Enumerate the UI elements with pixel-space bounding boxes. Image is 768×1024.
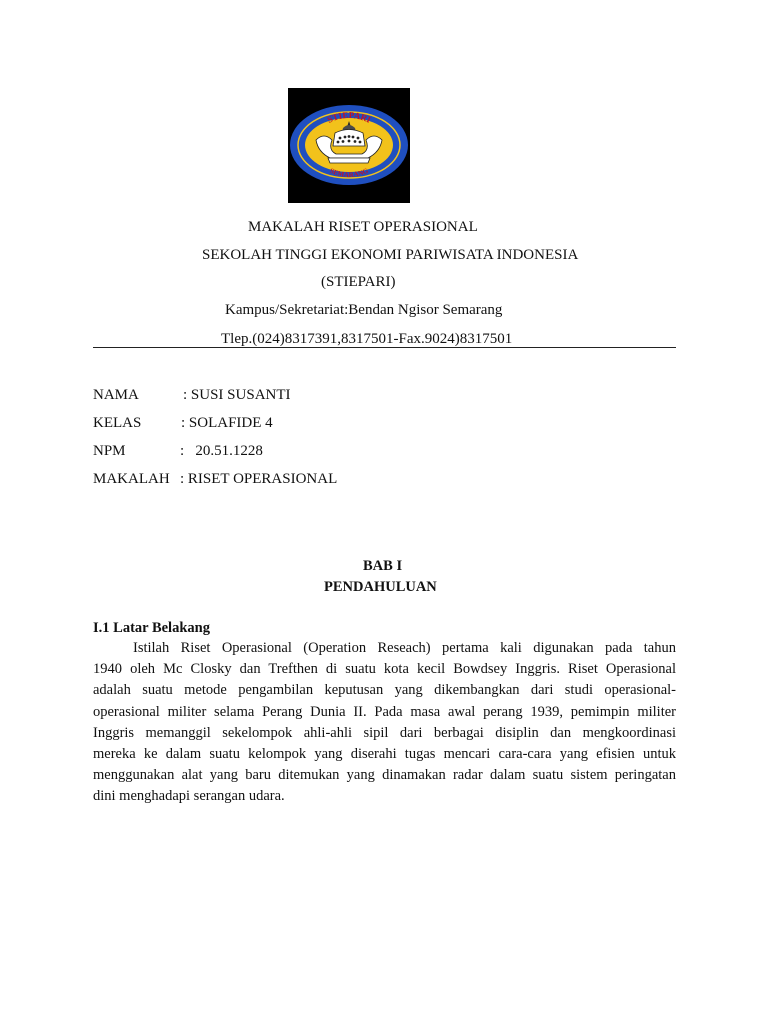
- info-label: MAKALAH: [93, 471, 170, 487]
- chapter-title: PENDAHULUAN: [324, 579, 437, 595]
- paragraph-line: Istilah Riset Operasional (Operation Reseach) pertama kali digunakan pada tahun: [133, 640, 676, 656]
- body-paragraph: [93, 638, 676, 808]
- institution-abbreviation: (STIEPARI): [321, 274, 396, 290]
- campus-address: Kampus/Sekretariat:Bendan Ngisor Semarang: [225, 302, 503, 318]
- institution-name: SEKOLAH TINGGI EKONOMI PARIWISATA INDONESIA: [202, 247, 579, 263]
- emblem-icon: [288, 88, 410, 203]
- chapter-number: BAB I: [363, 558, 403, 574]
- paragraph-line: mereka ke dalam suatu kelompok yang diserahi tugas mencari cara-cara yang efisien untuk: [93, 745, 676, 762]
- info-value: : RISET OPERASIONAL: [180, 471, 338, 487]
- paragraph-line: Inggris memanggil sekelompok ahli-ahli sipil dari berbagai disiplin dan mengkoordinasi: [93, 724, 676, 741]
- contact-phone-fax: Tlep.(024)8317391,8317501-Fax.9024)8317501: [221, 331, 513, 347]
- paragraph-line: adalah suatu metode pengambilan keputusan yang dikembangkan dari studi operasional-: [93, 682, 676, 699]
- section-title: I.1 Latar Belakang: [93, 620, 210, 636]
- logo-top-text: STIEPARI: [325, 109, 373, 125]
- college-logo: [288, 88, 410, 203]
- info-value: : SUSI SUSANTI: [183, 387, 291, 403]
- paragraph-line: dini menghadapi serangan udara.: [93, 788, 285, 805]
- header-divider: [93, 347, 676, 348]
- paragraph-line: operasional militer selama Perang Dunia II. Pada masa awal perang 1939, pemimpin militer: [93, 703, 676, 720]
- info-label: NAMA: [93, 387, 139, 403]
- info-value: : SOLAFIDE 4: [181, 415, 273, 431]
- info-value: : 20.51.1228: [180, 443, 263, 459]
- paragraph-line: 1940 oleh Mc Closky dan Trefthen di suatu kota kecil Bowdsey Inggris. Riset Operasional: [93, 661, 676, 678]
- info-label: KELAS: [93, 415, 142, 431]
- paragraph-line: menggunakan alat yang baru ditemukan yang dinamakan radar dalam suatu sistem peringatan: [93, 767, 676, 784]
- document-title: MAKALAH RISET OPERASIONAL: [248, 219, 478, 235]
- logo-bottom-text: SEMARANG: [328, 166, 370, 180]
- info-label: NPM: [93, 443, 126, 459]
